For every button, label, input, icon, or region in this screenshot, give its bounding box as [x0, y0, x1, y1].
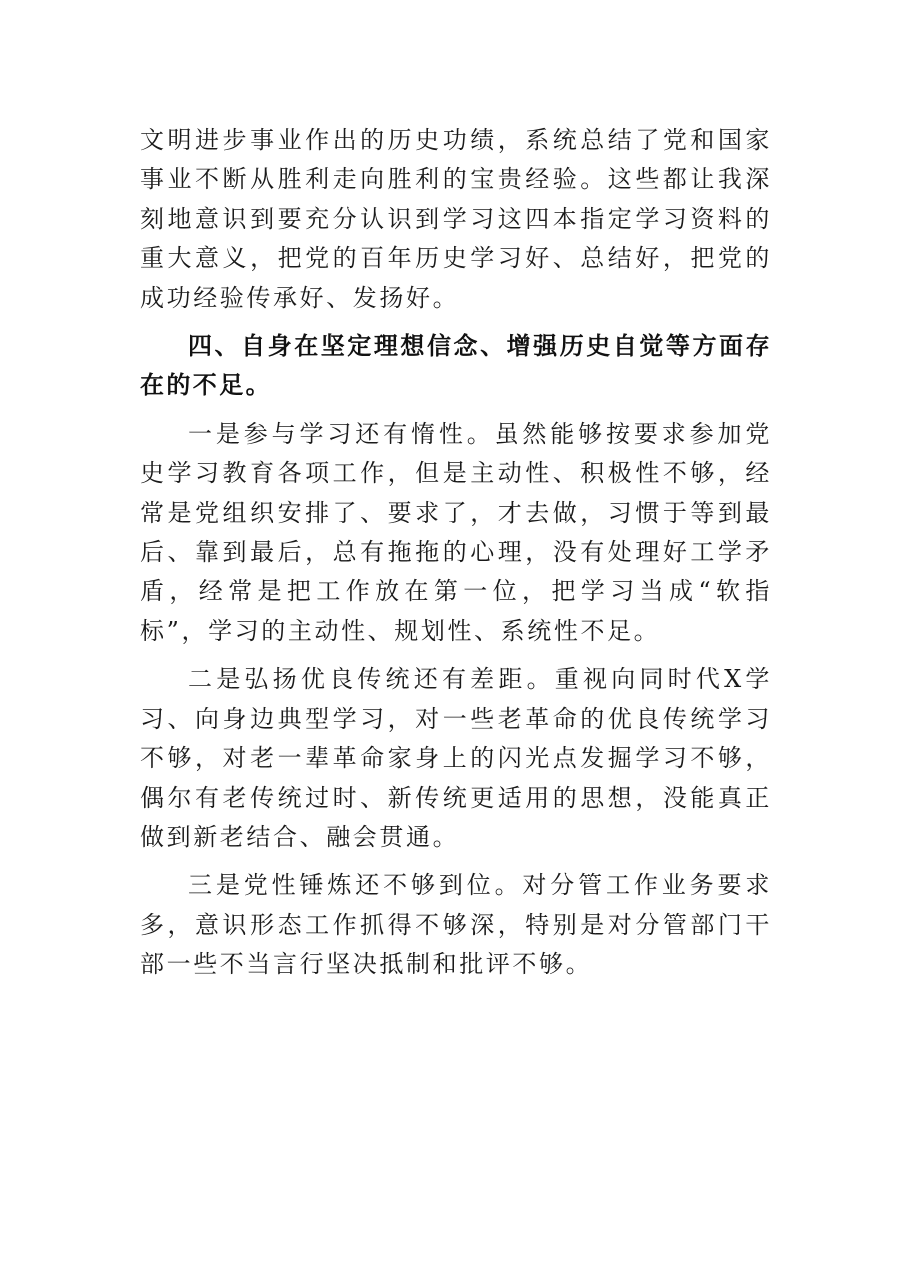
- paragraph-point-one: 一是参与学习还有惰性。虽然能够按要求参加党史学习教育各项工作，但是主动性、积极性不够，经常是党组织安排了、要求了，才去做，习惯于等到最后、靠到最后，总有拖拖的心理，没有处理好工学矛盾，经常是把工作放在第一位，把学习当成“软指标”，学习的主动性、规划性、系统性不足。: [140, 419, 772, 645]
- paragraph-point-two: 二是弘扬优良传统还有差距。重视向同时代X学习、向身边典型学习，对一些老革命的优良传统学习不够，对老一辈革命家身上的闪光点发掘学习不够，偶尔有老传统过时、新传统更适用的思想，没能真正做到新老结合、融会贯通。: [140, 665, 772, 851]
- section-heading: 四、自身在坚定理想信念、增强历史自觉等方面存在的不足。: [140, 332, 772, 400]
- paragraph-continuation: 文明进步事业作出的历史功绩，系统总结了党和国家事业不断从胜利走向胜利的宝贵经验。这些都让我深刻地意识到要充分认识到学习这四本指定学习资料的重大意义，把党的百年历史学习好、总结好，把党的成功经验传承好、发扬好。: [140, 126, 772, 312]
- paragraph-point-three: 三是党性锤炼还不够到位。对分管工作业务要求多，意识形态工作抓得不够深，特别是对分管部门干部一些不当言行坚决抵制和批评不够。: [140, 871, 772, 979]
- document-body: [140, 121, 772, 985]
